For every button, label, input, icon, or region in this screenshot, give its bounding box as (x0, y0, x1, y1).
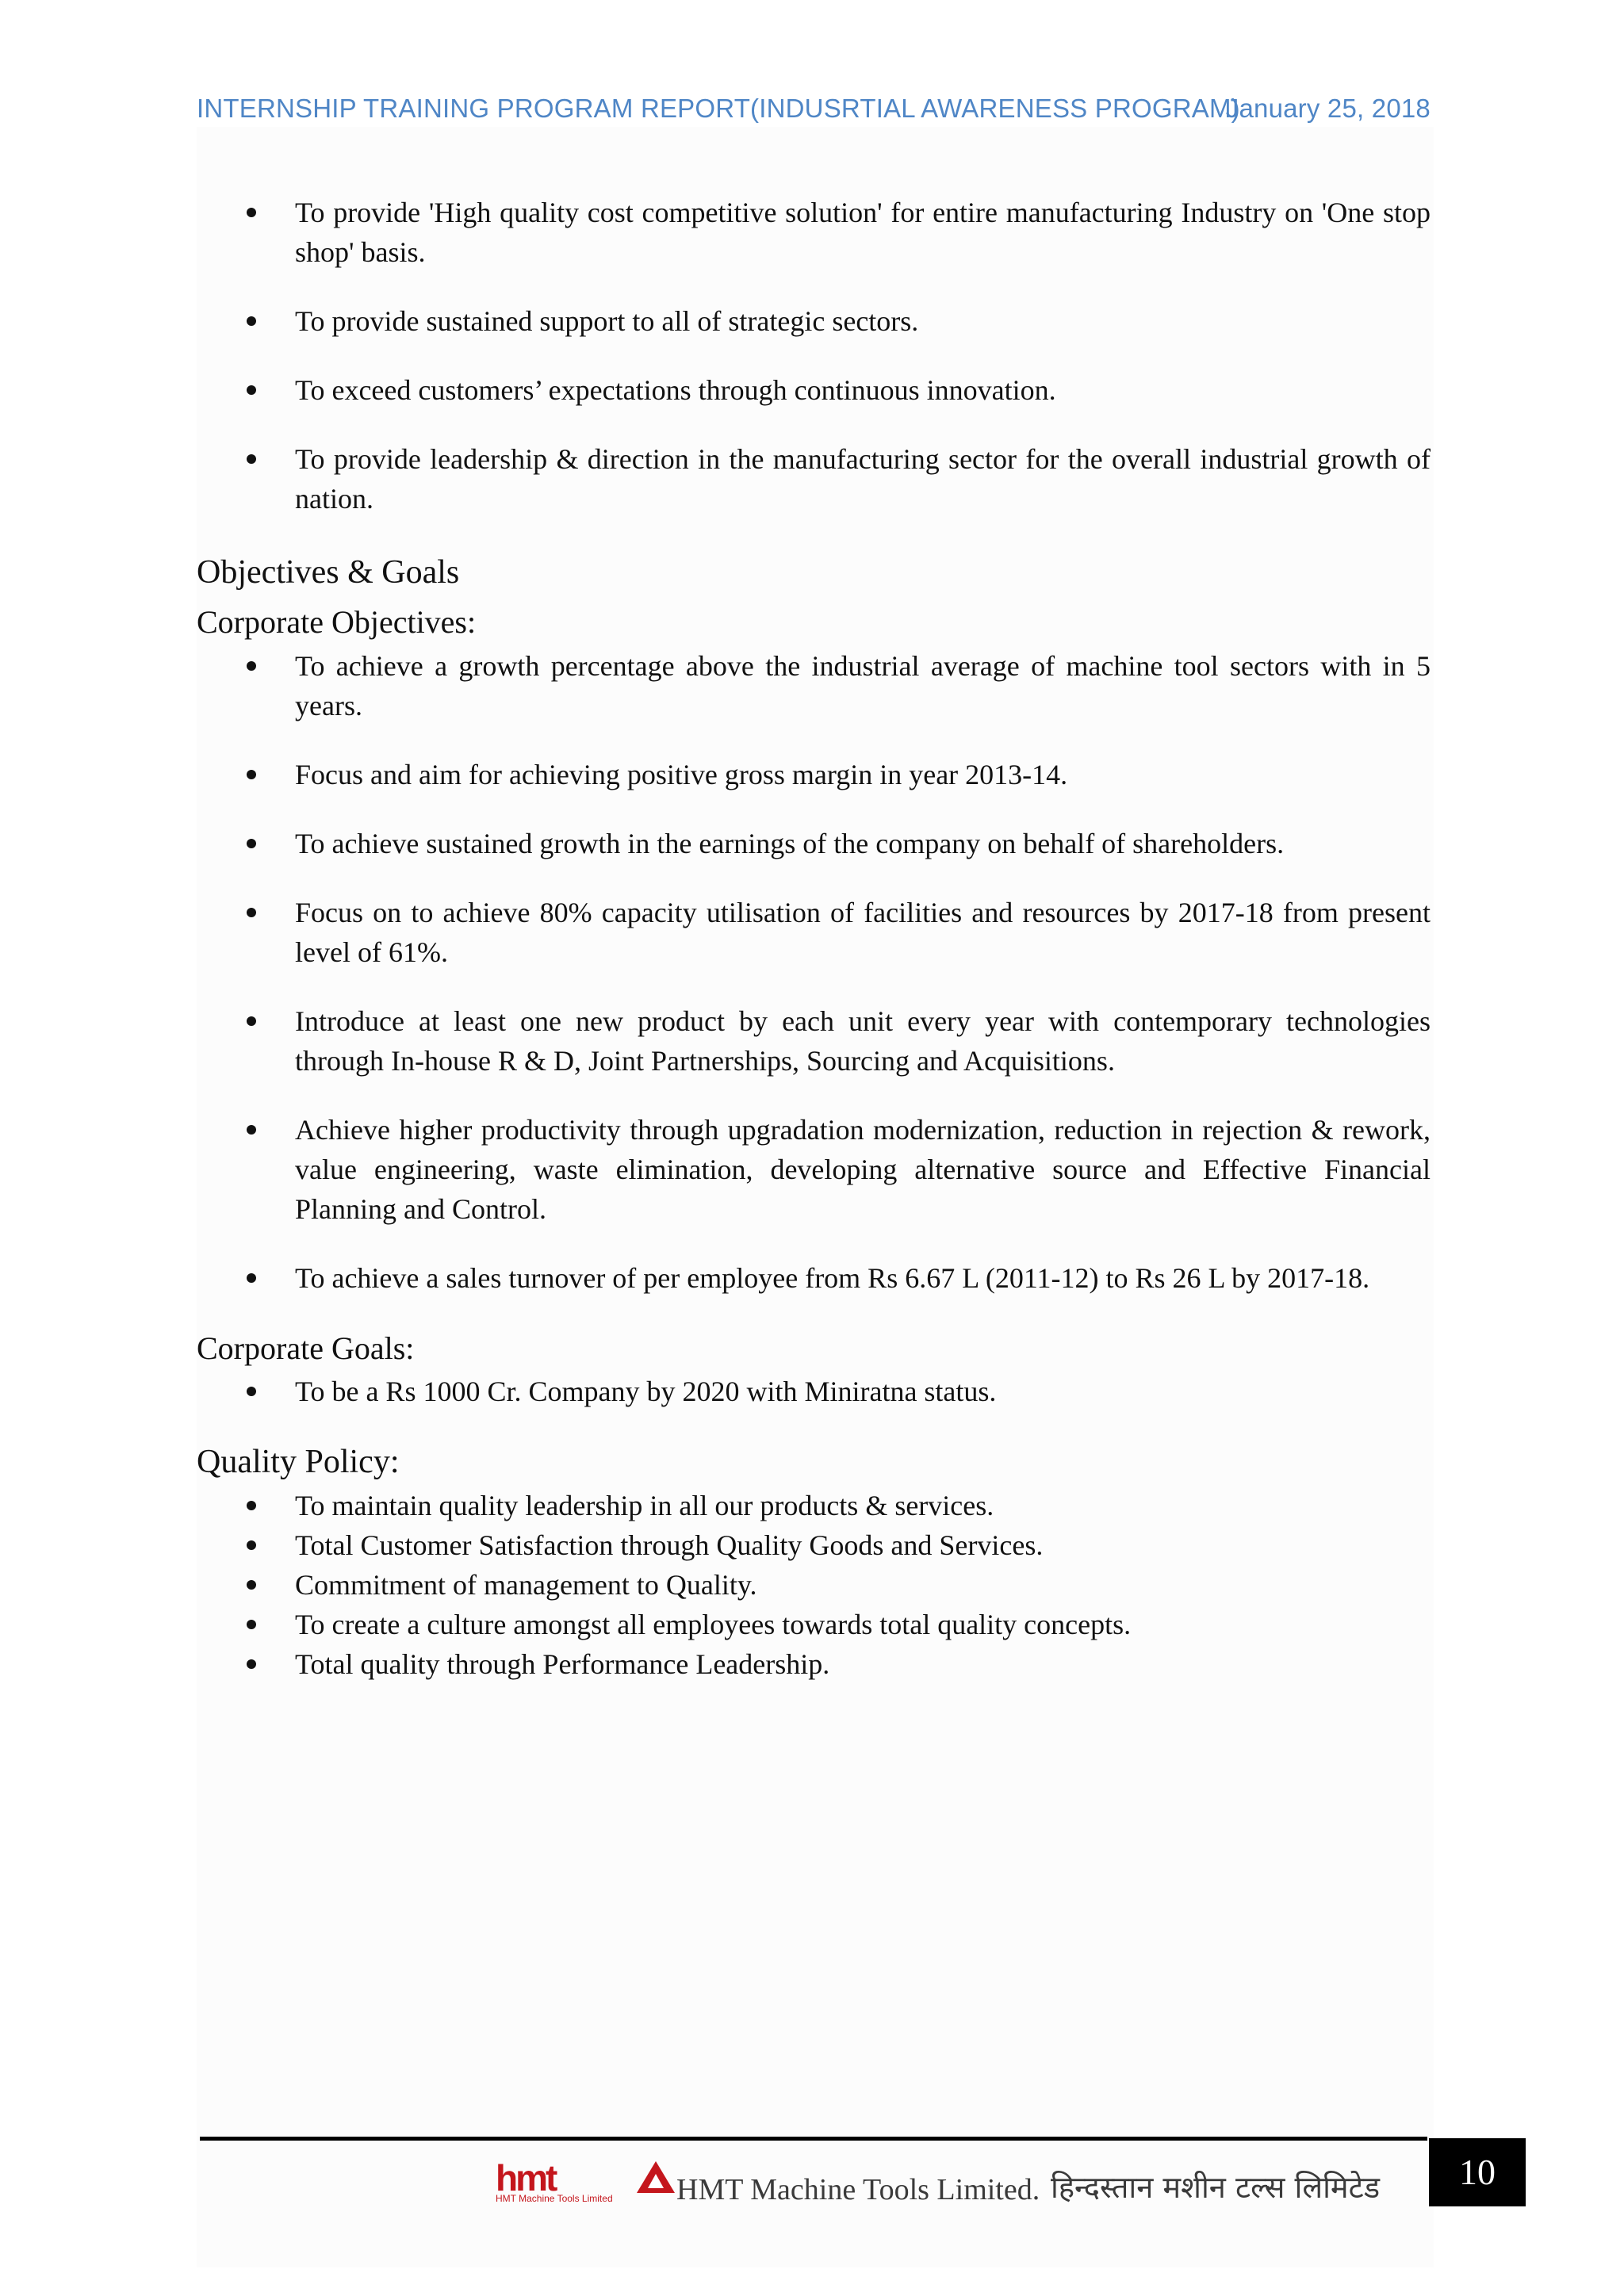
bullet-icon (247, 1620, 256, 1629)
list-item: To be a Rs 1000 Cr. Company by 2020 with Miniratna status. (197, 1372, 1431, 1411)
list-item: To achieve a sales turnover of per employee from Rs 6.67 L (2011-12) to Rs 26 L by 2017-18. (197, 1258, 1431, 1298)
bullet-icon (247, 908, 256, 917)
hmt-logo (496, 2157, 676, 2204)
footer-company-name-hindi: हिन्दस्तान मशीन टल्स लिमिटेड (1051, 2170, 1381, 2205)
bullet-icon (247, 1016, 256, 1026)
page-number: 10 (1429, 2138, 1526, 2206)
objectives-heading: Objectives & Goals (197, 554, 460, 591)
header-title: INTERNSHIP TRAINING PROGRAM REPORT(INDUSRTIAL AWARENESS PROGRAM) (197, 94, 1240, 123)
bullet-icon (247, 316, 256, 326)
bullet-icon (247, 454, 256, 464)
list-item: To provide leadership & direction in the manufacturing sector for the overall industrial growth of nation. (197, 439, 1431, 519)
list-item: Total Customer Satisfaction through Quality Goods and Services. (197, 1525, 1431, 1565)
bullet-icon (247, 839, 256, 848)
intro-bullet-list (197, 193, 1431, 548)
corporate-objectives-heading: Corporate Objectives: (197, 604, 477, 640)
page-header (197, 94, 1431, 133)
list-item: To achieve a growth percentage above the industrial average of machine tool sectors with in 5 years. (197, 646, 1431, 725)
footer-rule (200, 2137, 1427, 2141)
logo-triangle-icon (637, 2161, 675, 2193)
list-item: To maintain quality leadership in all our products & services. (197, 1486, 1431, 1525)
bullet-icon (247, 1540, 256, 1550)
list-item: To exceed customers’ expectations through continuous innovation. (197, 370, 1431, 410)
header-date: January 25, 2018 (1225, 94, 1431, 123)
bullet-icon (247, 770, 256, 779)
list-item: Achieve higher productivity through upgradation modernization, reduction in rejection & rework, value engineering, waste elimination, developing alternative source and Effective Financial Planning and Control. (197, 1110, 1431, 1229)
bullet-icon (247, 1273, 256, 1283)
bullet-icon (247, 661, 256, 671)
list-item: Focus on to achieve 80% capacity utilisation of facilities and resources by 2017-18 from present level of 61%. (197, 893, 1431, 972)
corporate-goals-heading: Corporate Goals: (197, 1330, 415, 1366)
logo-wordmark: hmt (496, 2157, 556, 2198)
footer-company-name: HMT Machine Tools Limited. (676, 2173, 1040, 2206)
list-item: To achieve sustained growth in the earnings of the company on behalf of shareholders. (197, 824, 1431, 863)
list-item: To create a culture amongst all employees towards total quality concepts. (197, 1605, 1431, 1644)
bullet-icon (247, 385, 256, 395)
bullet-icon (247, 1659, 256, 1669)
bullet-icon (247, 1580, 256, 1590)
list-item: Focus and aim for achieving positive gross margin in year 2013-14. (197, 755, 1431, 794)
logo-subtext: HMT Machine Tools Limited (496, 2193, 613, 2204)
list-item: To provide 'High quality cost competitive solution' for entire manufacturing Industry on 'One stop shop' basis. (197, 193, 1431, 272)
corporate-objectives-list (197, 646, 1431, 1327)
bullet-icon (247, 1387, 256, 1396)
bullet-icon (247, 208, 256, 217)
list-item: Total quality through Performance Leadership. (197, 1644, 1431, 1684)
bullet-icon (247, 1501, 256, 1510)
list-item: To provide sustained support to all of strategic sectors. (197, 301, 1431, 341)
corporate-goals-list (197, 1372, 1431, 1411)
quality-policy-heading: Quality Policy: (197, 1444, 400, 1480)
bullet-icon (247, 1125, 256, 1135)
quality-policy-list (197, 1486, 1431, 1684)
list-item: Commitment of management to Quality. (197, 1565, 1431, 1605)
list-item: Introduce at least one new product by each unit every year with contemporary technologies through In-house R & D, Joint Partnerships, Sourcing and Acquisitions. (197, 1001, 1431, 1081)
